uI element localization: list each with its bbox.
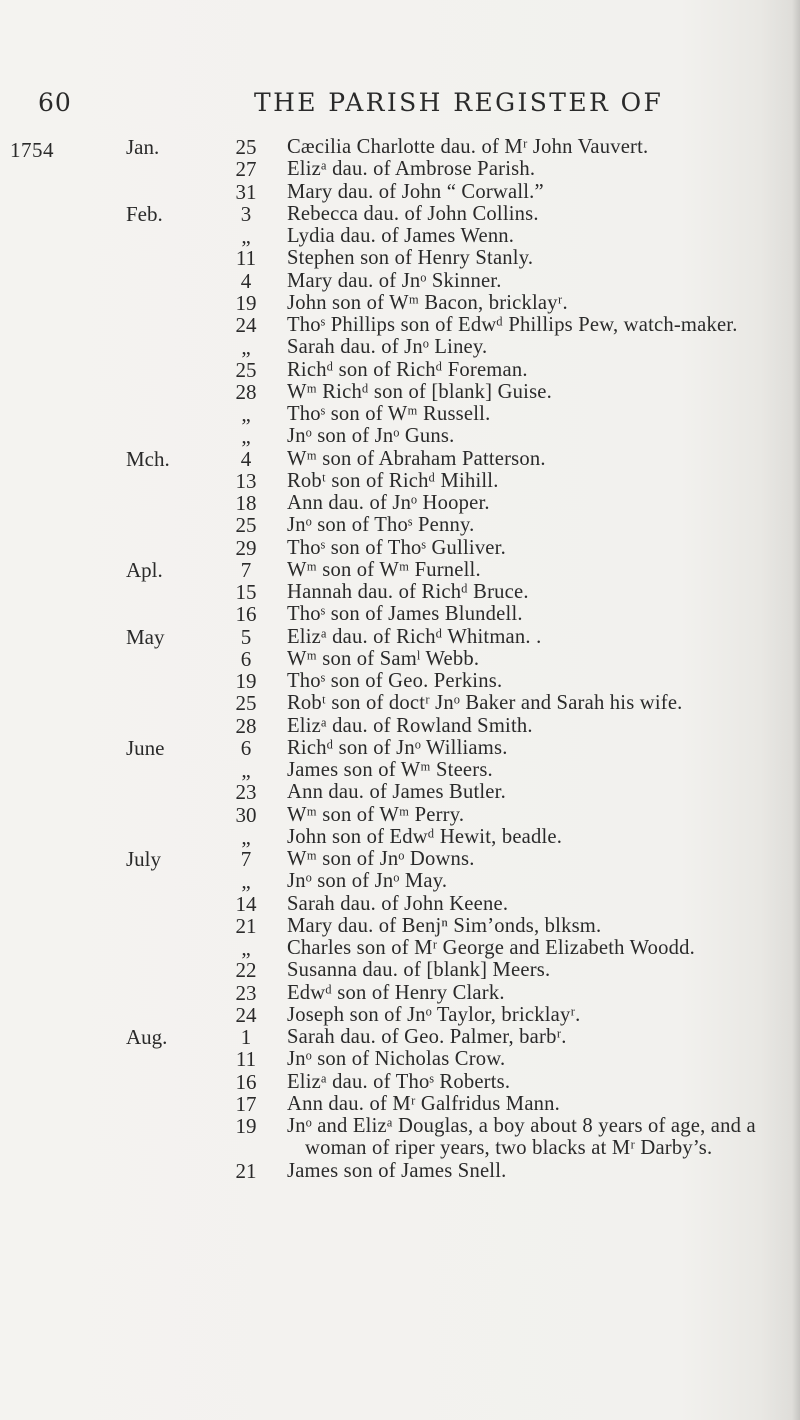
entry-day: 19 [235,290,257,315]
entry-day: 21 [235,1158,257,1183]
entry-day: „ [241,824,251,849]
entry-month: Feb. [126,201,163,226]
entry-day: 15 [235,580,257,604]
entry-day: 27 [235,157,257,182]
entry-day: 5 [240,624,252,649]
entry-day: 25 [235,135,257,159]
entry-month: Aug. [126,1025,168,1049]
entry-text: Thoˢ son of James Blundell. [287,603,523,626]
entry-day: 7 [240,847,252,871]
register-entry [0,225,800,247]
entry-day: 13 [235,468,257,493]
register-entry [0,982,800,1004]
entry-text: Richᵈ son of Jnᵒ Williams. [287,736,508,759]
register-entry [0,715,800,737]
register-entry [0,959,800,981]
entry-day: „ [241,424,251,449]
entry-day: 23 [235,780,257,805]
entry-day: 16 [235,1069,257,1094]
entry-day: „ [241,936,251,960]
register-entry [0,759,800,781]
entry-day: 19 [235,1114,257,1138]
register-entry [0,1093,800,1115]
entry-day: 18 [235,491,257,515]
entry-text: John son of Edwᵈ Hewit, beadle. [287,825,563,848]
register-entry [0,1026,800,1048]
entry-text: Sarah dau. of Jnᵒ Liney. [287,336,488,359]
entry-text: Sarah dau. of John Keene. [287,892,509,915]
entry-month: Mch. [126,446,170,471]
entry-day: 11 [235,246,257,271]
entry-text: Elizᵃ dau. of Richᵈ Whitman. . [287,625,542,648]
entry-text: Thoˢ son of Thoˢ Gulliver. [287,536,506,559]
entry-day: „ [241,335,251,360]
entry-text: Edwᵈ son of Henry Clark. [287,981,505,1004]
register-entry [0,359,800,381]
register-entry [0,670,800,692]
entry-day: 14 [235,891,257,916]
entry-text: Jnᵒ son of Nicholas Crow. [287,1048,506,1071]
register-entry [0,470,800,492]
register-entry [0,537,800,559]
register-entry [0,559,800,581]
entry-text: Mary dau. of Benjⁿ Sim’onds, blksm. [287,914,602,937]
entry-text: Thoˢ Phillips son of Edwᵈ Phillips Pew, watch-maker. [287,314,738,336]
entry-day: 7 [240,557,252,582]
entry-text: Hannah dau. of Richᵈ Bruce. [287,581,529,603]
register-entry [0,626,800,648]
entry-text: Jnᵒ and Elizᵃ Douglas, a boy about 8 years of age, and a woman of riper years, two blacks at Mʳ Darby’s. [287,1115,756,1160]
entry-month: May [126,624,165,649]
register-entry [0,1160,800,1182]
entry-month: Apl. [126,557,163,582]
register-entry [0,247,800,269]
register-entry [0,403,800,425]
entry-text: Thoˢ son of Wᵐ Russell. [287,403,491,425]
register-entry [0,737,800,759]
entry-day: 1 [240,1025,252,1049]
register-entry [0,158,800,180]
register-entry [0,381,800,403]
register-entry [0,603,800,625]
entry-day: 25 [235,357,257,382]
register-entry [0,1004,800,1026]
entry-day: 28 [235,379,257,404]
entry-day: 6 [240,646,252,671]
entry-day: 25 [235,691,257,716]
entry-text: Charles son of Mʳ George and Elizabeth Woodd. [287,937,695,959]
page-number: 60 [38,88,72,117]
entry-day: „ [241,402,251,426]
entry-day: 25 [235,513,257,538]
entry-text: Rebecca dau. of John Collins. [287,202,539,225]
entry-month: Jan. [126,135,160,159]
entry-text: Lydia dau. of James Wenn. [287,225,515,247]
register-entry [0,1048,800,1070]
register-entry [0,781,800,803]
register-entry [0,804,800,826]
entry-month: July [126,847,162,871]
entry-text: Jnᵒ son of Jnᵒ May. [287,870,448,893]
register-entry [0,425,800,447]
entry-day: 24 [235,313,257,337]
register-entry [0,292,800,314]
entry-text: Mary dau. of John “ Corwall.” [287,180,544,203]
entry-day: 4 [240,268,252,293]
entry-text: Robᵗ son of doctʳ Jnᵒ Baker and Sarah his wife. [287,692,683,715]
register-entry [0,1115,800,1160]
register-entry [0,270,800,292]
entry-text: Elizᵃ dau. of Thoˢ Roberts. [287,1070,511,1093]
entry-day: 30 [235,802,257,827]
register-entry [0,581,800,603]
entry-day: „ [241,224,251,248]
entry-text: James son of James Snell. [287,1159,507,1182]
entry-text: Wᵐ son of Samˡ Webb. [287,647,480,670]
entry-text: James son of Wᵐ Steers. [287,759,493,781]
entry-day: 6 [240,735,252,760]
register-entry [0,448,800,470]
entry-text: John son of Wᵐ Bacon, bricklayʳ. [287,291,568,314]
entry-day: 23 [235,980,257,1005]
register-entry [0,870,800,892]
entry-text: Wᵐ son of Wᵐ Perry. [287,803,465,826]
entry-text: Richᵈ son of Richᵈ Foreman. [287,358,528,381]
register-entry [0,1071,800,1093]
register-entry [0,848,800,870]
entry-text: Cæcilia Charlotte dau. of Mʳ John Vauvert. [287,136,649,158]
register-entry [0,915,800,937]
entry-text: Stephen son of Henry Stanly. [287,247,534,270]
entry-day: 17 [235,1091,257,1116]
entry-day: 21 [235,913,257,938]
entry-day: 16 [235,602,257,627]
entry-text: Wᵐ son of Abraham Patterson. [287,447,546,470]
register-entry [0,181,800,203]
entry-day: 22 [235,958,257,983]
entry-day: „ [241,869,251,894]
entry-text: Ann dau. of Jnᵒ Hooper. [287,492,490,514]
entry-day: 4 [240,446,252,471]
entry-day: 19 [235,669,257,693]
entry-month: June [126,735,165,760]
entry-text: Wᵐ son of Jnᵒ Downs. [287,848,475,870]
register-entry [0,203,800,225]
entry-day: „ [241,758,251,782]
running-head: THE PARISH REGISTER OF [254,88,664,117]
entry-text: Wᵐ son of Wᵐ Furnell. [287,558,481,581]
entry-text: Elizᵃ dau. of Rowland Smith. [287,714,533,737]
register-entry [0,336,800,358]
register-entry [0,648,800,670]
entry-day: 3 [240,201,252,226]
register-entry [0,136,800,158]
register-entry [0,893,800,915]
register-entry [0,826,800,848]
entry-text: Ann dau. of James Butler. [287,781,506,804]
entry-text: Jnᵒ son of Jnᵒ Guns. [287,425,455,448]
entry-day: 31 [235,179,257,204]
entry-text: Ann dau. of Mʳ Galfridus Mann. [287,1092,561,1115]
register-entry [0,514,800,536]
entry-day: 28 [235,713,257,738]
entry-text: Robᵗ son of Richᵈ Mihill. [287,469,499,492]
entry-text: Wᵐ Richᵈ son of [blank] Guise. [287,380,552,403]
entry-day: 11 [235,1047,257,1072]
entry-text: Jnᵒ son of Thoˢ Penny. [287,514,475,537]
year-label: 1754 [10,138,54,162]
entry-day: 24 [235,1002,257,1027]
register-entry [0,314,800,336]
entry-text: Elizᵃ dau. of Ambrose Parish. [287,158,536,181]
register-entry [0,492,800,514]
register-entries [0,136,800,1182]
entry-day: 29 [235,535,257,560]
entry-text: Mary dau. of Jnᵒ Skinner. [287,269,502,292]
entry-text: Joseph son of Jnᵒ Taylor, bricklayʳ. [287,1003,581,1026]
register-entry [0,937,800,959]
entry-text: Susanna dau. of [blank] Meers. [287,959,551,982]
entry-text: Sarah dau. of Geo. Palmer, barbʳ. [287,1026,567,1048]
register-entry [0,692,800,714]
entry-text: Thoˢ son of Geo. Perkins. [287,670,503,692]
